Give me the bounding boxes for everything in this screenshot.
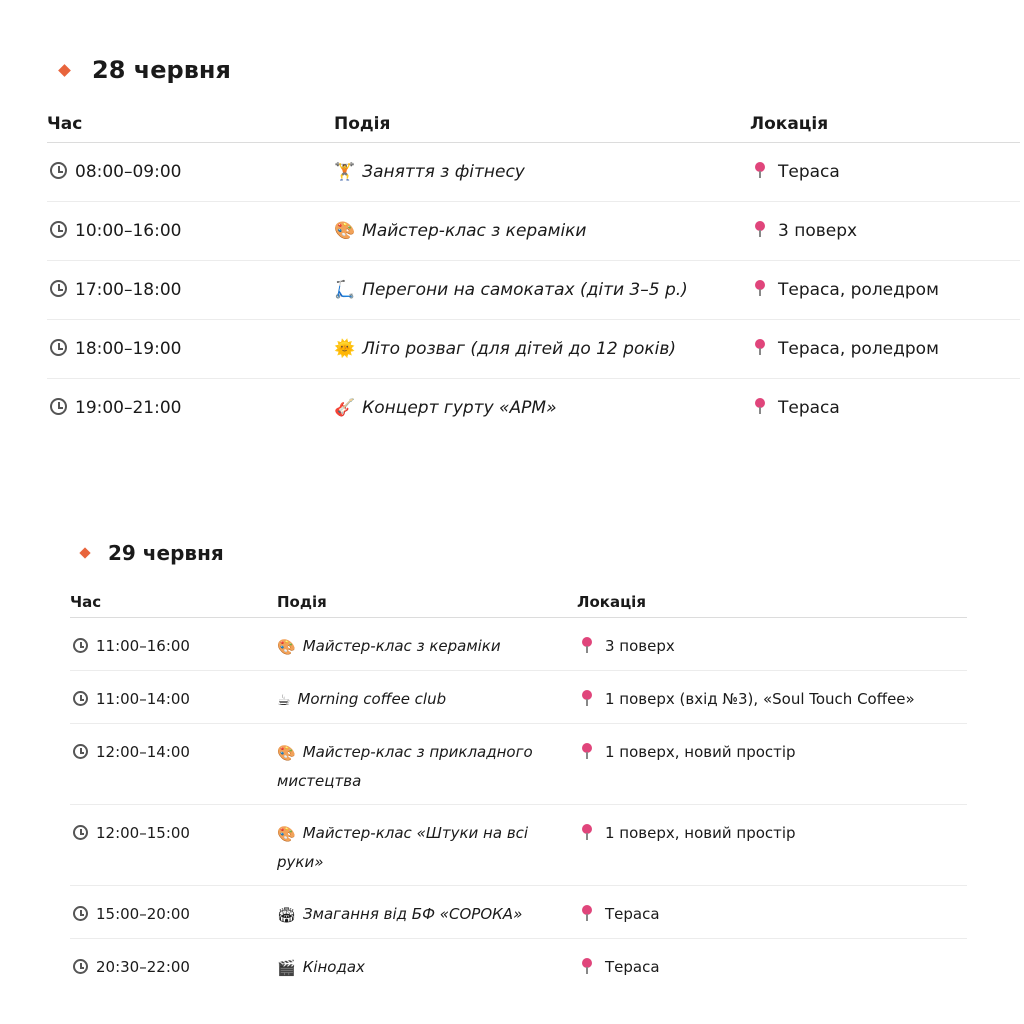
pushpin-icon	[581, 690, 593, 706]
day-heading	[47, 50, 1020, 90]
location-cell	[750, 143, 1020, 202]
clock-icon	[50, 221, 67, 238]
diamond-bullet-icon	[58, 64, 71, 77]
event-cell	[277, 618, 577, 671]
location-text: Тераса	[778, 398, 840, 418]
table-row	[70, 886, 967, 939]
time-text: 12:00–15:00	[96, 824, 190, 842]
stadium-icon: 🏟	[277, 905, 297, 924]
coffee-icon: ☕	[277, 690, 291, 709]
time-cell	[70, 618, 277, 671]
location-cell	[577, 724, 967, 805]
time-text: 11:00–16:00	[96, 637, 190, 655]
pushpin-icon	[754, 339, 766, 355]
time-text: 18:00–19:00	[75, 339, 182, 359]
time-cell	[70, 805, 277, 886]
day-heading	[70, 537, 967, 569]
location-cell	[577, 939, 967, 992]
location-text: Тераса	[778, 162, 840, 182]
time-text: 20:30–22:00	[96, 958, 190, 976]
time-cell	[70, 724, 277, 805]
event-cell	[334, 320, 750, 379]
table-header-row	[47, 106, 1020, 143]
column-header-event: Подія	[334, 114, 391, 134]
time-cell	[47, 202, 334, 261]
pushpin-icon	[581, 958, 593, 974]
time-cell	[47, 261, 334, 320]
event-cell	[277, 886, 577, 939]
diamond-bullet-icon	[79, 547, 90, 558]
event-cell	[277, 939, 577, 992]
clock-icon	[73, 959, 88, 974]
clock-icon	[50, 280, 67, 297]
event-cell	[277, 671, 577, 724]
clock-icon	[73, 906, 88, 921]
clock-icon	[73, 744, 88, 759]
table-row	[47, 379, 1020, 438]
table-row	[70, 939, 967, 992]
pushpin-icon	[754, 221, 766, 237]
event-cell	[277, 805, 577, 886]
event-text: Кінодах	[302, 958, 365, 976]
time-cell	[47, 379, 334, 438]
time-cell	[70, 886, 277, 939]
event-text: Змагання від БФ «СОРОКА»	[303, 905, 523, 923]
time-text: 15:00–20:00	[96, 905, 190, 923]
event-text: Літо розваг (для дітей до 12 років)	[362, 339, 676, 359]
column-header-location: Локація	[577, 593, 646, 611]
event-text: Перегони на самокатах (діти 3–5 р.)	[362, 280, 688, 300]
event-text: Майстер-клас з прикладного мистецтва	[277, 743, 533, 790]
event-cell	[277, 724, 577, 805]
location-cell	[577, 618, 967, 671]
time-cell	[70, 671, 277, 724]
location-text: 3 поверх	[605, 637, 675, 655]
schedule-table	[70, 587, 967, 991]
location-cell	[577, 805, 967, 886]
event-cell	[334, 143, 750, 202]
guitar-icon: 🎸	[334, 398, 356, 418]
column-header-event: Подія	[277, 593, 327, 611]
clock-icon	[73, 825, 88, 840]
time-text: 12:00–14:00	[96, 743, 190, 761]
palette-icon: 🎨	[334, 221, 356, 241]
sun-icon: 🌞	[334, 339, 356, 359]
time-cell	[47, 143, 334, 202]
event-text: Майстер-клас з кераміки	[362, 221, 587, 241]
table-row	[47, 202, 1020, 261]
event-cell	[334, 261, 750, 320]
scooter-icon: 🛴	[334, 280, 356, 300]
table-row	[70, 618, 967, 671]
time-text: 19:00–21:00	[75, 398, 182, 418]
day-title: 29 червня	[108, 541, 224, 565]
location-text: 1 поверх, новий простір	[605, 743, 796, 761]
time-text: 17:00–18:00	[75, 280, 182, 300]
location-text: Тераса	[605, 905, 660, 923]
palette-icon: 🎨	[277, 824, 296, 843]
table-row	[47, 261, 1020, 320]
palette-icon: 🎨	[277, 743, 296, 762]
schedule-day-2	[70, 537, 967, 991]
column-header-location: Локація	[750, 114, 829, 134]
event-text: Заняття з фітнесу	[362, 162, 525, 182]
location-text: 3 поверх	[778, 221, 858, 241]
event-cell	[334, 379, 750, 438]
table-row	[70, 671, 967, 724]
table-header-row	[70, 587, 967, 618]
location-cell	[750, 202, 1020, 261]
pushpin-icon	[581, 637, 593, 653]
pushpin-icon	[581, 824, 593, 840]
clock-icon	[73, 691, 88, 706]
pushpin-icon	[754, 398, 766, 414]
location-cell	[577, 886, 967, 939]
event-text: Morning coffee club	[297, 690, 447, 708]
location-cell	[750, 261, 1020, 320]
clock-icon	[50, 339, 67, 356]
event-text: Майстер-клас «Штуки на всі руки»	[277, 824, 529, 871]
table-row	[70, 805, 967, 886]
pushpin-icon	[754, 280, 766, 296]
location-text: Тераса, роледром	[778, 339, 939, 359]
clock-icon	[50, 162, 67, 179]
clock-icon	[73, 638, 88, 653]
time-text: 11:00–14:00	[96, 690, 190, 708]
clapperboard-icon: 🎬	[277, 958, 296, 977]
location-text: 1 поверх, новий простір	[605, 824, 796, 842]
time-text: 10:00–16:00	[75, 221, 182, 241]
pushpin-icon	[581, 905, 593, 921]
pushpin-icon	[754, 162, 766, 178]
table-row	[47, 320, 1020, 379]
event-text: Майстер-клас з кераміки	[302, 637, 501, 655]
location-cell	[750, 320, 1020, 379]
time-text: 08:00–09:00	[75, 162, 182, 182]
location-text: Тераса, роледром	[778, 280, 939, 300]
schedule-table	[47, 106, 1020, 437]
pushpin-icon	[581, 743, 593, 759]
time-cell	[47, 320, 334, 379]
palette-icon: 🎨	[277, 637, 296, 656]
column-header-time: Час	[70, 593, 102, 611]
clock-icon	[50, 398, 67, 415]
table-row	[70, 724, 967, 805]
weightlifting-icon: 🏋	[334, 162, 356, 182]
event-cell	[334, 202, 750, 261]
column-header-time: Час	[47, 114, 83, 134]
location-cell	[577, 671, 967, 724]
day-title: 28 червня	[92, 56, 231, 84]
location-cell	[750, 379, 1020, 438]
table-row	[47, 143, 1020, 202]
location-text: Тераса	[605, 958, 660, 976]
time-cell	[70, 939, 277, 992]
schedule-day-1	[47, 50, 1020, 437]
location-text: 1 поверх (вхід №3), «Soul Touch Coffee»	[605, 690, 915, 708]
event-text: Концерт гурту «АРМ»	[362, 398, 557, 418]
